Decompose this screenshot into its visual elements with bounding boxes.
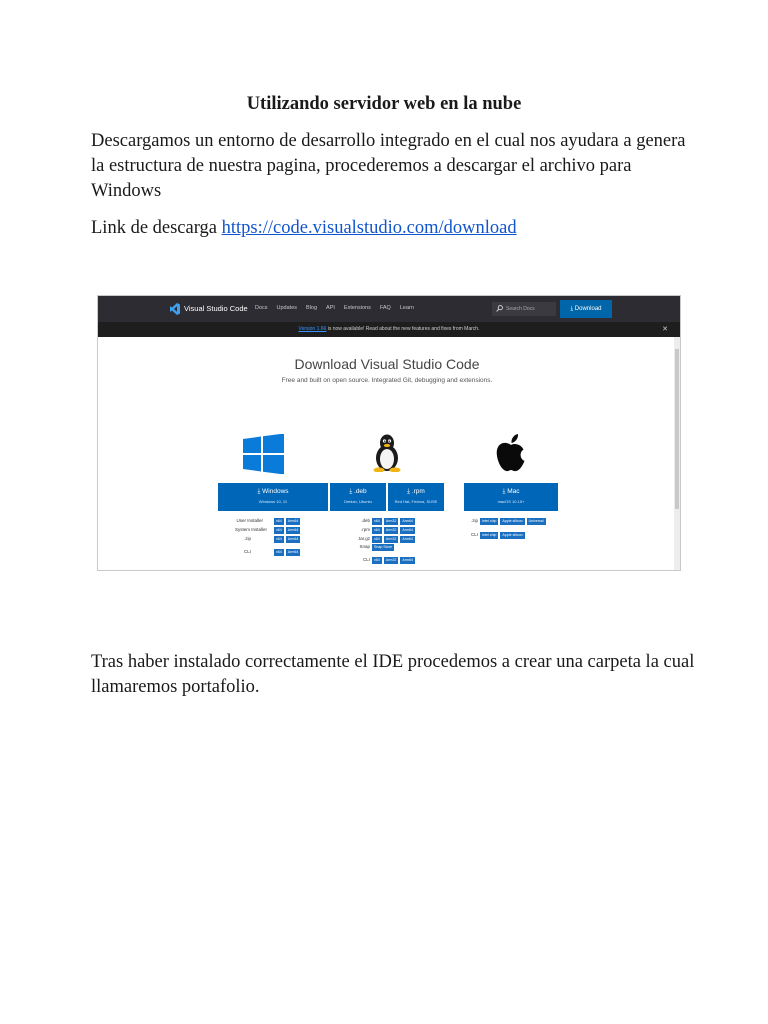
intro-paragraph: Descargamos un entorno de desarrollo integrado en el cual nos ayudara a genera la estructura de nuestra pagina, procederemos a descargar el archivo para Windows [91,131,686,201]
option-chip[interactable]: x64 [276,550,282,554]
vscode-nav-bar [98,296,680,322]
option-chip[interactable]: Arm64 [287,537,299,541]
rpm-download-button[interactable] [388,483,444,511]
nav-link[interactable]: Updates [276,305,298,311]
option-label: CLI [470,532,478,537]
version-banner [98,322,680,337]
option-chip[interactable]: Apple silicon [502,519,523,523]
mac-download-sub: macOS 10.15+ [497,499,525,504]
option-label: CLI [362,557,370,562]
option-label: System Installer [234,527,267,532]
close-icon[interactable]: ✕ [662,326,668,333]
option-label: .rpm [361,527,370,532]
option-chip[interactable]: Arm32 [385,528,397,532]
option-chip[interactable]: x64 [374,519,380,523]
option-chip[interactable]: x64 [374,537,380,541]
mac-download-button[interactable] [464,483,558,511]
search-placeholder: Search Docs [506,306,535,312]
download-link-line [91,216,701,241]
option-label: .zip [243,536,251,541]
nav-link[interactable]: Extensions [343,305,371,311]
option-chip[interactable]: Arm32 [385,519,397,523]
download-link[interactable]: https://code.visualstudio.com/download [221,218,517,238]
option-chip[interactable]: Intel chip [482,533,497,537]
option-chip[interactable]: Snap Store [374,545,392,549]
nav-link[interactable]: FAQ [379,305,391,311]
banner-text: is now available! Read about the new features and fixes from March. [326,326,480,332]
deb-download-button[interactable] [330,483,386,511]
option-label: CLI [243,549,251,554]
option-label: .zip [470,518,478,523]
linux-tux-icon [372,434,402,472]
rpm-download-label: ⤓ .rpm [407,488,425,495]
option-chip[interactable]: x64 [276,537,282,541]
vscode-nav-links [255,305,414,311]
scrollbar-thumb[interactable] [675,349,679,509]
option-label: User Installer [236,518,263,523]
windows-logo-icon [243,434,284,474]
download-heading: Download Visual Studio Code [294,356,480,372]
link-prefix: Link de descarga [91,218,222,238]
option-chip[interactable]: x64 [276,519,282,523]
option-chip[interactable]: Arm64 [287,519,299,523]
nav-link[interactable]: Blog [306,305,318,311]
nav-link[interactable]: API [326,305,335,311]
windows-download-label: ⤓ Windows [257,488,289,495]
vscode-download-screenshot [97,295,681,571]
option-chip[interactable]: Arm64 [287,528,299,532]
scrollbar[interactable] [674,337,680,571]
vscode-logo-icon [170,303,180,315]
option-label: Snap [359,544,370,549]
option-chip[interactable]: Intel chip [482,519,497,523]
option-chip[interactable]: Arm64 [402,519,413,523]
option-chip[interactable]: x64 [374,558,380,562]
option-chip[interactable]: Arm64 [402,558,413,562]
search-icon [496,305,503,312]
option-chip[interactable]: Universal [528,519,544,523]
option-chip[interactable]: x64 [276,528,282,532]
apple-logo-icon [495,433,527,473]
option-chip[interactable]: Arm64 [402,537,413,541]
deb-download-label: ⤓ .deb [349,488,367,495]
search-docs-input[interactable] [492,302,556,316]
deb-download-sub: Debian, Ubuntu [344,499,372,504]
download-subheading: Free and built on open source. Integrated Git, debugging and extensions. [281,377,493,384]
option-chip[interactable]: x64 [374,528,380,532]
version-link[interactable]: Version 1.66 [298,326,327,332]
option-chip[interactable]: Arm64 [402,528,413,532]
mac-download-label: ⤓ Mac [502,488,520,495]
rpm-download-sub: Red Hat, Fedora, SUSE [394,499,438,504]
nav-link[interactable]: Learn [399,305,414,311]
nav-download-button[interactable]: ⤓ Download [560,300,612,318]
option-label: .deb [361,518,370,523]
option-chip[interactable]: Arm32 [385,537,397,541]
vscode-brand: Visual Studio Code [184,304,248,313]
option-chip[interactable]: Arm32 [385,558,397,562]
option-chip[interactable]: Apple silicon [502,533,523,537]
closing-paragraph: Tras haber instalado correctamente el IDE procedemos a crear una carpeta la cual llamaremos portafolio. [91,652,695,697]
nav-link[interactable]: Docs [255,305,268,311]
option-label: .tar.gz [357,536,370,541]
windows-download-button[interactable] [218,483,328,511]
windows-download-sub: Windows 10, 11 [258,499,288,504]
option-chip[interactable]: Arm64 [287,550,299,554]
document-title: Utilizando servidor web en la nube [246,94,522,114]
